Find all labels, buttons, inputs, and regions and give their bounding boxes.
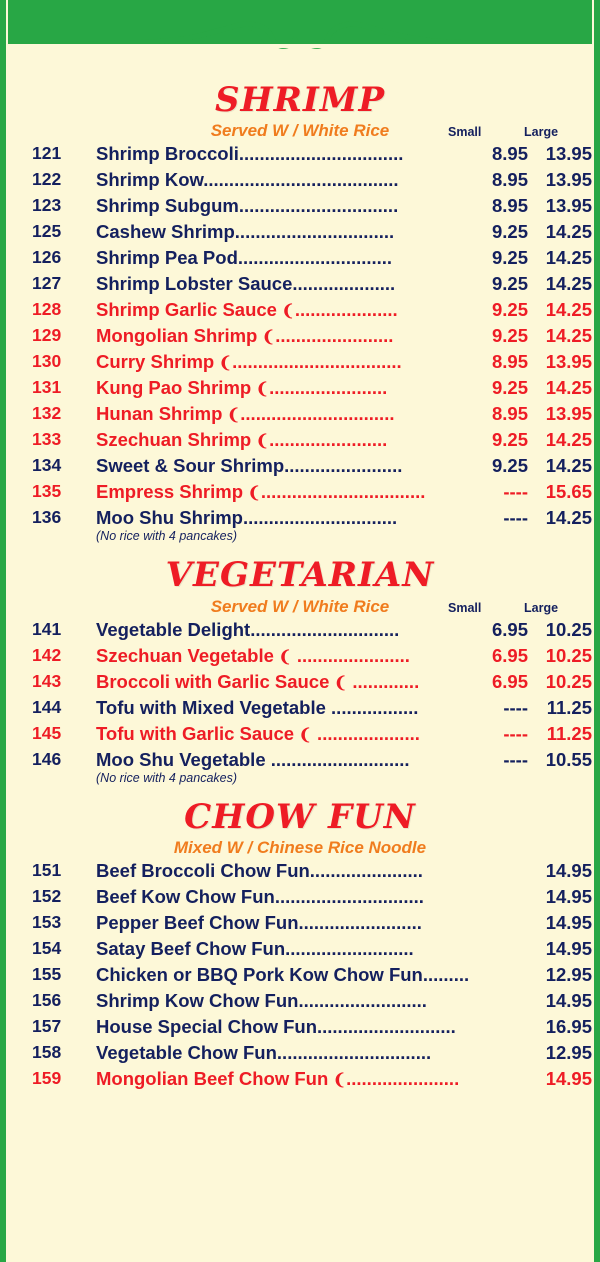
price-small: ----: [503, 507, 528, 529]
menu-item-name: Empress Shrimp: [96, 481, 244, 503]
section-subtitle: Served W / White Rice: [210, 596, 390, 616]
leader-dots: .........: [422, 964, 470, 986]
menu-item-note: (No rice with 4 pancakes): [96, 770, 238, 785]
menu-item-number: 153: [32, 912, 62, 933]
menu-item-number: 159: [32, 1068, 62, 1089]
leader-dots: .........................: [285, 938, 414, 960]
price-small: 9.25: [491, 455, 528, 477]
menu-item-name: Vegetable Delight: [96, 618, 251, 640]
spicy-pepper-icon: ❨: [257, 329, 276, 347]
menu-item-name: Satay Beef Chow Fun: [96, 938, 286, 960]
menu-item-name: House Special Chow Fun: [96, 1016, 317, 1038]
menu-item-number: 126: [32, 247, 62, 268]
price-large: 13.95: [545, 351, 592, 373]
menu-item-name: Mongolian Beef Chow Fun: [96, 1068, 329, 1090]
price-small: 6.95: [491, 644, 528, 666]
menu-item: [0, 299, 600, 325]
menu-item-name: Shrimp Kow: [96, 169, 204, 191]
menu-item: [0, 481, 600, 507]
spicy-pepper-icon: ❨: [276, 303, 295, 321]
leader-dots: .................................: [232, 351, 402, 373]
price-small: 8.95: [491, 143, 528, 165]
price: 14.95: [545, 938, 592, 960]
menu-item: [0, 273, 600, 299]
spicy-pepper-icon: ❨: [222, 407, 241, 425]
menu-item-name: Sweet & Sour Shrimp: [96, 455, 285, 477]
price-small: 9.25: [491, 247, 528, 269]
price-small: 9.25: [491, 273, 528, 295]
price-small: 8.95: [491, 403, 528, 425]
menu-item-number: 158: [32, 1042, 62, 1063]
leader-dots: .............: [347, 670, 420, 692]
menu-item-number: 129: [32, 325, 62, 346]
menu-item: [0, 1068, 600, 1094]
menu-item-number: 131: [32, 377, 62, 398]
price: 12.95: [545, 964, 592, 986]
section-title: SHRIMP: [214, 80, 386, 120]
price: 14.95: [545, 1068, 592, 1090]
leader-dots: ..............................: [240, 403, 395, 425]
price: 14.95: [545, 886, 592, 908]
menu-item-name: Tofu with Garlic Sauce: [96, 722, 295, 744]
menu-item-name: Beef Broccoli Chow Fun: [96, 860, 310, 882]
price-large: 11.25: [546, 722, 592, 744]
leader-dots: ..............................: [242, 507, 398, 529]
price: 14.95: [545, 860, 592, 882]
menu-item-name: Curry Shrimp: [96, 351, 215, 373]
price-large: 14.25: [545, 247, 592, 269]
menu-item: [0, 325, 600, 351]
section-title: CHOW FUN: [184, 796, 416, 837]
spicy-pepper-icon: ❨: [251, 433, 270, 451]
spicy-pepper-icon: ❨: [214, 355, 233, 373]
menu-item-name: Shrimp Subgum: [96, 195, 239, 217]
menu-content: [0, 70, 600, 1100]
menu-item-number: 152: [32, 886, 62, 907]
decorative-green-banner: [0, 0, 600, 70]
menu-item-number: 133: [32, 429, 62, 450]
menu-item-name: Mongolian Shrimp: [96, 325, 258, 347]
price-small: 9.25: [491, 325, 528, 347]
leader-dots: .........................: [298, 990, 427, 1012]
section-subtitle-row: [0, 121, 600, 143]
column-header-large: Large: [524, 125, 559, 140]
leader-dots: ....................: [292, 273, 396, 295]
menu-section: [0, 796, 600, 1094]
menu-item-list: [0, 619, 600, 787]
price-large: 13.95: [545, 195, 592, 217]
leader-dots: ........................: [298, 912, 422, 934]
leader-dots: ...........................: [317, 1016, 456, 1038]
price-small: 8.95: [491, 351, 528, 373]
menu-item: [0, 645, 600, 671]
section-subtitle-row: [0, 597, 600, 619]
leader-dots: ....................: [311, 722, 420, 744]
column-header-small: Small: [448, 600, 482, 615]
section-subtitle: Mixed W / Chinese Rice Noodle: [173, 838, 427, 858]
menu-item-number: 144: [32, 696, 62, 717]
spicy-pepper-icon: ❨: [251, 381, 270, 399]
menu-item: [0, 403, 600, 429]
leader-dots: ......................: [309, 860, 423, 882]
price-small: 8.95: [491, 169, 528, 191]
menu-item-number: 132: [32, 403, 62, 424]
menu-item-number: 125: [32, 221, 62, 242]
menu-item-number: 128: [32, 299, 62, 320]
price-small: 6.95: [491, 670, 528, 692]
spicy-pepper-icon: ❨: [294, 726, 312, 744]
price-large: 10.55: [545, 748, 592, 770]
menu-item-number: 136: [32, 507, 62, 528]
price: 14.95: [545, 990, 592, 1012]
menu-item: [0, 723, 600, 749]
leader-dots: .......................: [269, 429, 388, 451]
menu-item-number: 157: [32, 1016, 62, 1037]
price-small: 9.25: [491, 221, 528, 243]
menu-item: [0, 697, 600, 723]
price-large: 14.25: [545, 507, 592, 529]
menu-item-name: Kung Pao Shrimp: [96, 377, 252, 399]
menu-item-note: (No rice with 4 pancakes): [96, 529, 238, 544]
menu-item-name: Shrimp Garlic Sauce: [96, 299, 277, 321]
menu-item-number: 142: [32, 644, 62, 665]
menu-item-name: Beef Kow Chow Fun: [96, 886, 275, 908]
menu-item: [0, 1016, 600, 1042]
leader-dots: ......................................: [203, 169, 399, 191]
price-small: ----: [503, 481, 528, 503]
menu-item: [0, 938, 600, 964]
menu-item-number: 146: [32, 748, 62, 769]
price-large: 14.25: [545, 273, 592, 295]
price-large: 10.25: [545, 644, 592, 666]
menu-item-number: 156: [32, 990, 62, 1011]
price-small: 8.95: [491, 195, 528, 217]
menu-item-number: 130: [32, 351, 62, 372]
spicy-pepper-icon: ❨: [329, 674, 348, 692]
section-title: VEGETARIAN: [165, 555, 435, 596]
menu-item: [0, 455, 600, 481]
menu-item-number: 141: [32, 618, 62, 639]
menu-item: [0, 143, 600, 169]
leader-dots: ...............................: [238, 195, 399, 217]
menu-item: [0, 619, 600, 645]
price-large: 10.25: [545, 618, 592, 640]
menu-item: [0, 1042, 600, 1068]
menu-item-name: Szechuan Vegetable: [96, 644, 274, 666]
menu-item-number: 154: [32, 938, 62, 959]
price-small: ----: [503, 722, 528, 744]
menu-item-name: Shrimp Pea Pod: [96, 247, 238, 269]
menu-item: [0, 886, 600, 912]
menu-item-number: 143: [32, 670, 62, 691]
leader-dots: ......................: [346, 1068, 460, 1090]
menu-item-number: 145: [32, 722, 62, 743]
menu-item-name: Moo Shu Vegetable: [96, 748, 266, 770]
menu-item-name: Chicken or BBQ Pork Kow Chow Fun: [96, 964, 423, 986]
menu-section: [0, 557, 600, 786]
menu-item-number: 155: [32, 964, 62, 985]
price-small: 9.25: [491, 299, 528, 321]
spicy-pepper-icon: ❨: [243, 485, 261, 503]
leader-dots: ..............................: [237, 247, 393, 269]
column-header-small: Small: [448, 125, 482, 140]
menu-item: [0, 990, 600, 1016]
menu-item-name: Cashew Shrimp: [96, 221, 235, 243]
menu-item-name: Pepper Beef Chow Fun: [96, 912, 299, 934]
menu-item-name: Tofu with Mixed Vegetable: [96, 696, 326, 718]
price-large: 13.95: [545, 169, 592, 191]
menu-item-name: Shrimp Kow Chow Fun: [96, 990, 299, 1012]
menu-item: [0, 247, 600, 273]
menu-item-number: 127: [32, 273, 62, 294]
price: 12.95: [545, 1042, 592, 1064]
menu-item-number: 134: [32, 455, 62, 476]
leader-dots: ................................: [260, 481, 426, 503]
menu-item-name: Shrimp Lobster Sauce: [96, 273, 293, 295]
menu-item: [0, 429, 600, 455]
menu-item: [0, 221, 600, 247]
menu-item: [0, 377, 600, 403]
leader-dots: .............................: [250, 618, 400, 640]
price-small: ----: [503, 748, 528, 770]
leader-dots: ......................: [291, 644, 410, 666]
price-large: 14.25: [545, 455, 592, 477]
menu-item: [0, 860, 600, 886]
menu-item: [0, 195, 600, 221]
leader-dots: .......................: [275, 325, 394, 347]
price: 14.95: [545, 912, 592, 934]
column-header-large: Large: [524, 600, 559, 615]
menu-item-list: [0, 860, 600, 1094]
price-small: ----: [503, 696, 528, 718]
leader-dots: ...........................: [265, 748, 410, 770]
leader-dots: .......................: [284, 455, 403, 477]
price-small: 9.25: [491, 429, 528, 451]
price-small: 9.25: [491, 377, 528, 399]
price-large: 13.95: [545, 143, 592, 165]
price-large: 14.25: [545, 299, 592, 321]
menu-item-number: 151: [32, 860, 62, 881]
menu-item-number: 122: [32, 169, 62, 190]
price-large: 14.25: [545, 377, 592, 399]
menu-item: [0, 912, 600, 938]
price-large: 14.25: [545, 325, 592, 347]
price-large: 14.25: [545, 221, 592, 243]
price-large: 15.65: [545, 481, 592, 503]
price-small: 6.95: [491, 618, 528, 640]
leader-dots: ..............................: [276, 1042, 432, 1064]
spicy-pepper-icon: ❨: [328, 1072, 347, 1090]
menu-item: [0, 169, 600, 195]
leader-dots: .................: [325, 696, 419, 718]
section-subtitle: Served W / White Rice: [210, 121, 390, 141]
menu-item-name: Shrimp Broccoli: [96, 143, 239, 165]
price-large: 11.25: [546, 696, 592, 718]
menu-item-name: Vegetable Chow Fun: [96, 1042, 277, 1064]
leader-dots: ................................: [238, 143, 404, 165]
leader-dots: .............................: [274, 886, 424, 908]
menu-item-name: Moo Shu Shrimp: [96, 507, 243, 529]
menu-item-list: [0, 143, 600, 545]
section-subtitle-row: [0, 838, 600, 860]
menu-item-number: 123: [32, 195, 62, 216]
price: 16.95: [545, 1016, 592, 1038]
menu-item-number: 121: [32, 143, 62, 164]
menu-item: [0, 964, 600, 990]
menu-item-name: Hunan Shrimp: [96, 403, 223, 425]
menu-item-name: Szechuan Shrimp: [96, 429, 252, 451]
menu-section: [0, 82, 600, 545]
menu-item-name: Broccoli with Garlic Sauce: [96, 670, 330, 692]
price-large: 14.25: [545, 429, 592, 451]
price-large: 13.95: [545, 403, 592, 425]
price-large: 10.25: [545, 670, 592, 692]
leader-dots: ...............................: [234, 221, 395, 243]
leader-dots: ....................: [294, 299, 398, 321]
menu-item: [0, 351, 600, 377]
menu-item-number: 135: [32, 481, 62, 502]
menu-item: [0, 671, 600, 697]
spicy-pepper-icon: ❨: [273, 648, 292, 666]
leader-dots: .......................: [269, 377, 388, 399]
